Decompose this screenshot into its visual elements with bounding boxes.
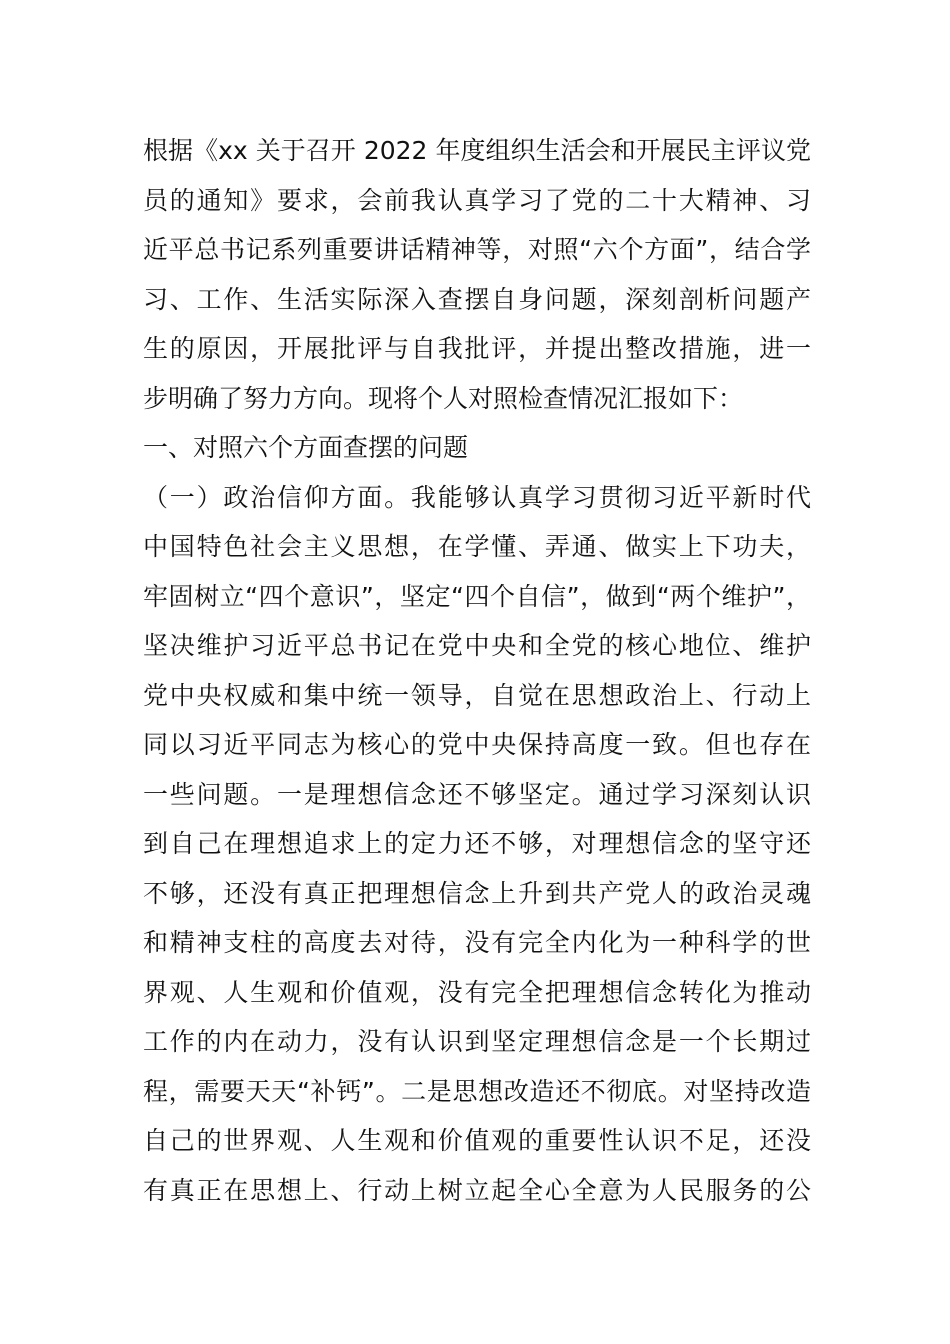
text-line: 界观、人生观和价值观，没有完全把理想信念转化为推动 <box>143 977 811 1007</box>
text-line: 步明确了努力方向。现将个人对照检查情况汇报如下： <box>143 383 744 413</box>
text-line: 党中央权威和集中统一领导，自觉在思想政治上、行动上 <box>143 680 811 710</box>
text-line: 中国特色社会主义思想，在学懂、弄通、做实上下功夫， <box>143 532 811 561</box>
text-line: 程，需要天天“补钙”。二是思想改造还不彻底。对坚持改造 <box>143 1076 811 1106</box>
text-line: 自己的世界观、人生观和价值观的重要性认识不足，还没 <box>143 1126 811 1155</box>
section-heading: 一、对照六个方面查摆的问题 <box>143 433 469 462</box>
text-line: 近平总书记系列重要讲话精神等，对照“六个方面”，结合学 <box>143 235 811 264</box>
text-line: 和精神支柱的高度去对待，没有完全内化为一种科学的世 <box>143 928 811 957</box>
text-line: 习、工作、生活实际深入查摆自身问题，深刻剖析问题产 <box>143 284 811 314</box>
text-line: 根据《xx 关于召开 2022 年度组织生活会和开展民主评议党 <box>143 136 811 165</box>
text-line: 牢固树立“四个意识”，坚定“四个自信”，做到“两个维护”， <box>143 581 811 611</box>
text-line: 坚决维护习近平总书记在党中央和全党的核心地位、维护 <box>143 631 811 660</box>
text-line: 生的原因，开展批评与自我批评，并提出整改措施，进一 <box>143 334 811 363</box>
text-line: 工作的内在动力，没有认识到坚定理想信念是一个长期过 <box>143 1027 811 1056</box>
document-body <box>143 126 811 1215</box>
text-line: 有真正在思想上、行动上树立起全心全意为人民服务的公 <box>143 1175 811 1205</box>
text-line: 不够，还没有真正把理想信念上升到共产党人的政治灵魂 <box>143 878 811 908</box>
text-line: 员的通知》要求，会前我认真学习了党的二十大精神、习 <box>143 185 811 215</box>
text-line: 到自己在理想追求上的定力还不够，对理想信念的坚守还 <box>143 829 811 858</box>
text-line: （一）政治信仰方面。我能够认真学习贯彻习近平新时代 <box>143 482 811 512</box>
text-line: 一些问题。一是理想信念还不够坚定。通过学习深刻认识 <box>143 779 811 809</box>
text-line: 同以习近平同志为核心的党中央保持高度一致。但也存在 <box>143 730 811 759</box>
